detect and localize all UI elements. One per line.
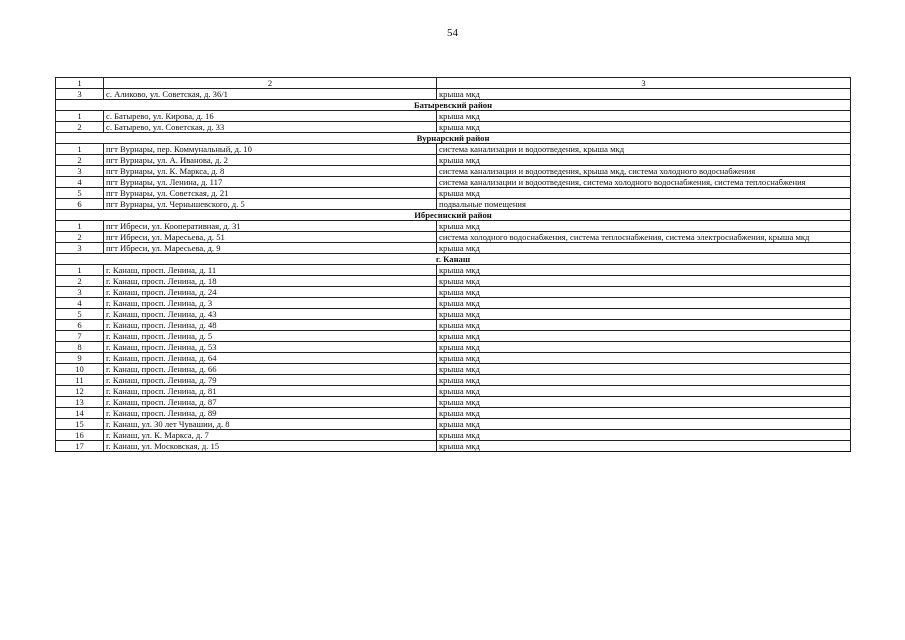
row-work: крыша мкд xyxy=(437,309,851,320)
row-address: г. Канаш, просп. Ленина, д. 3 xyxy=(104,298,437,309)
row-number: 1 xyxy=(56,265,104,276)
row-address: г. Канаш, просп. Ленина, д. 5 xyxy=(104,331,437,342)
section-row xyxy=(56,100,851,111)
row-address: г. Канаш, ул. К. Маркса, д. 7 xyxy=(104,430,437,441)
row-work: крыша мкд xyxy=(437,243,851,254)
row-work: крыша мкд xyxy=(437,419,851,430)
row-work: система канализации и водоотведения, крыша мкд, система холодного водоснабжения xyxy=(437,166,851,177)
table-body xyxy=(56,78,851,452)
table-row xyxy=(56,353,851,364)
row-number: 5 xyxy=(56,309,104,320)
column-header: 1 xyxy=(56,78,104,89)
row-work: крыша мкд xyxy=(437,408,851,419)
row-work: крыша мкд xyxy=(437,353,851,364)
section-title: Вурнарский район xyxy=(56,133,851,144)
table-row xyxy=(56,331,851,342)
row-address: г. Канаш, ул. Московская, д. 15 xyxy=(104,441,437,452)
table-header-row xyxy=(56,78,851,89)
table-row xyxy=(56,430,851,441)
table-row xyxy=(56,375,851,386)
row-number: 7 xyxy=(56,331,104,342)
row-work: крыша мкд xyxy=(437,364,851,375)
table-row xyxy=(56,232,851,243)
row-number: 17 xyxy=(56,441,104,452)
table-row xyxy=(56,287,851,298)
table-row xyxy=(56,386,851,397)
row-number: 1 xyxy=(56,221,104,232)
row-work: крыша мкд xyxy=(437,441,851,452)
row-address: г. Канаш, просп. Ленина, д. 43 xyxy=(104,309,437,320)
table-row xyxy=(56,265,851,276)
row-number: 4 xyxy=(56,298,104,309)
table-row xyxy=(56,144,851,155)
row-number: 10 xyxy=(56,364,104,375)
row-work: подвальные помещения xyxy=(437,199,851,210)
row-number: 2 xyxy=(56,232,104,243)
table-row xyxy=(56,111,851,122)
row-address: пгт Вурнары, ул. Чернышевского, д. 5 xyxy=(104,199,437,210)
table-row xyxy=(56,221,851,232)
row-address: пгт Вурнары, ул. Ленина, д. 117 xyxy=(104,177,437,188)
page-number: 54 xyxy=(447,27,458,39)
row-work: система канализации и водоотведения, система холодного водоснабжения, система теплоснабжения xyxy=(437,177,851,188)
row-number: 11 xyxy=(56,375,104,386)
section-title: Ибресинский район xyxy=(56,210,851,221)
row-number: 16 xyxy=(56,430,104,441)
row-work: система канализации и водоотведения, крыша мкд xyxy=(437,144,851,155)
column-header: 3 xyxy=(437,78,851,89)
row-address: г. Канаш, просп. Ленина, д. 64 xyxy=(104,353,437,364)
row-number: 13 xyxy=(56,397,104,408)
table-row xyxy=(56,188,851,199)
section-row xyxy=(56,210,851,221)
row-work: крыша мкд xyxy=(437,287,851,298)
row-address: пгт Вурнары, ул. Советская, д. 21 xyxy=(104,188,437,199)
table-row xyxy=(56,419,851,430)
row-address: г. Канаш, просп. Ленина, д. 11 xyxy=(104,265,437,276)
row-work: крыша мкд xyxy=(437,111,851,122)
row-work: крыша мкд xyxy=(437,276,851,287)
row-number: 4 xyxy=(56,177,104,188)
section-title: г. Канаш xyxy=(56,254,851,265)
row-address: пгт Вурнары, ул. А. Иванова, д. 2 xyxy=(104,155,437,166)
table-row xyxy=(56,177,851,188)
row-number: 9 xyxy=(56,353,104,364)
row-number: 1 xyxy=(56,144,104,155)
row-address: г. Канаш, просп. Ленина, д. 18 xyxy=(104,276,437,287)
row-work: крыша мкд xyxy=(437,320,851,331)
row-address: г. Канаш, просп. Ленина, д. 79 xyxy=(104,375,437,386)
table-row xyxy=(56,199,851,210)
row-work: крыша мкд xyxy=(437,397,851,408)
table-row xyxy=(56,320,851,331)
table-row xyxy=(56,298,851,309)
row-work: крыша мкд xyxy=(437,265,851,276)
row-number: 1 xyxy=(56,111,104,122)
table-row xyxy=(56,122,851,133)
row-number: 3 xyxy=(56,89,104,100)
row-work: крыша мкд xyxy=(437,386,851,397)
row-number: 12 xyxy=(56,386,104,397)
row-address: г. Канаш, просп. Ленина, д. 66 xyxy=(104,364,437,375)
row-work: крыша мкд xyxy=(437,155,851,166)
row-work: крыша мкд xyxy=(437,89,851,100)
table-row xyxy=(56,243,851,254)
column-header: 2 xyxy=(104,78,437,89)
row-address: пгт Вурнары, пер. Коммунальный, д. 10 xyxy=(104,144,437,155)
row-work: крыша мкд xyxy=(437,122,851,133)
row-number: 15 xyxy=(56,419,104,430)
table-row xyxy=(56,89,851,100)
row-work: крыша мкд xyxy=(437,331,851,342)
table-row xyxy=(56,342,851,353)
row-address: г. Канаш, просп. Ленина, д. 53 xyxy=(104,342,437,353)
row-number: 6 xyxy=(56,199,104,210)
section-row xyxy=(56,254,851,265)
table-row xyxy=(56,309,851,320)
row-number: 2 xyxy=(56,122,104,133)
row-work: крыша мкд xyxy=(437,430,851,441)
table-row xyxy=(56,408,851,419)
row-address: пгт Ибреси, ул. Маресьева, д. 51 xyxy=(104,232,437,243)
row-number: 14 xyxy=(56,408,104,419)
section-row xyxy=(56,133,851,144)
row-number: 6 xyxy=(56,320,104,331)
table-row xyxy=(56,166,851,177)
row-address: пгт Вурнары, ул. К. Маркса, д. 8 xyxy=(104,166,437,177)
row-work: крыша мкд xyxy=(437,298,851,309)
row-address: пгт Ибреси, ул. Кооперативная, д. 31 xyxy=(104,221,437,232)
row-number: 3 xyxy=(56,166,104,177)
row-number: 3 xyxy=(56,287,104,298)
row-work: крыша мкд xyxy=(437,221,851,232)
row-work: крыша мкд xyxy=(437,342,851,353)
row-number: 5 xyxy=(56,188,104,199)
table-row xyxy=(56,155,851,166)
table-row xyxy=(56,397,851,408)
row-address: г. Канаш, просп. Ленина, д. 24 xyxy=(104,287,437,298)
row-address: с. Батырево, ул. Советская, д. 33 xyxy=(104,122,437,133)
table-row xyxy=(56,364,851,375)
row-work: крыша мкд xyxy=(437,188,851,199)
row-number: 8 xyxy=(56,342,104,353)
row-work: крыша мкд xyxy=(437,375,851,386)
table-row xyxy=(56,276,851,287)
row-address: г. Канаш, просп. Ленина, д. 48 xyxy=(104,320,437,331)
repair-table xyxy=(55,77,851,452)
row-work: система холодного водоснабжения, система теплоснабжения, система электроснабжения, крыша мкд xyxy=(437,232,851,243)
row-number: 2 xyxy=(56,155,104,166)
row-address: г. Канаш, просп. Ленина, д. 81 xyxy=(104,386,437,397)
row-address: г. Канаш, просп. Ленина, д. 87 xyxy=(104,397,437,408)
section-title: Батыревский район xyxy=(56,100,851,111)
row-address: г. Канаш, ул. 30 лет Чувашии, д. 8 xyxy=(104,419,437,430)
row-number: 2 xyxy=(56,276,104,287)
row-address: с. Аликово, ул. Советская, д. 36/1 xyxy=(104,89,437,100)
table-row xyxy=(56,441,851,452)
row-number: 3 xyxy=(56,243,104,254)
row-address: пгт Ибреси, ул. Маресьева, д. 9 xyxy=(104,243,437,254)
row-address: с. Батырево, ул. Кирова, д. 16 xyxy=(104,111,437,122)
row-address: г. Канаш, просп. Ленина, д. 89 xyxy=(104,408,437,419)
